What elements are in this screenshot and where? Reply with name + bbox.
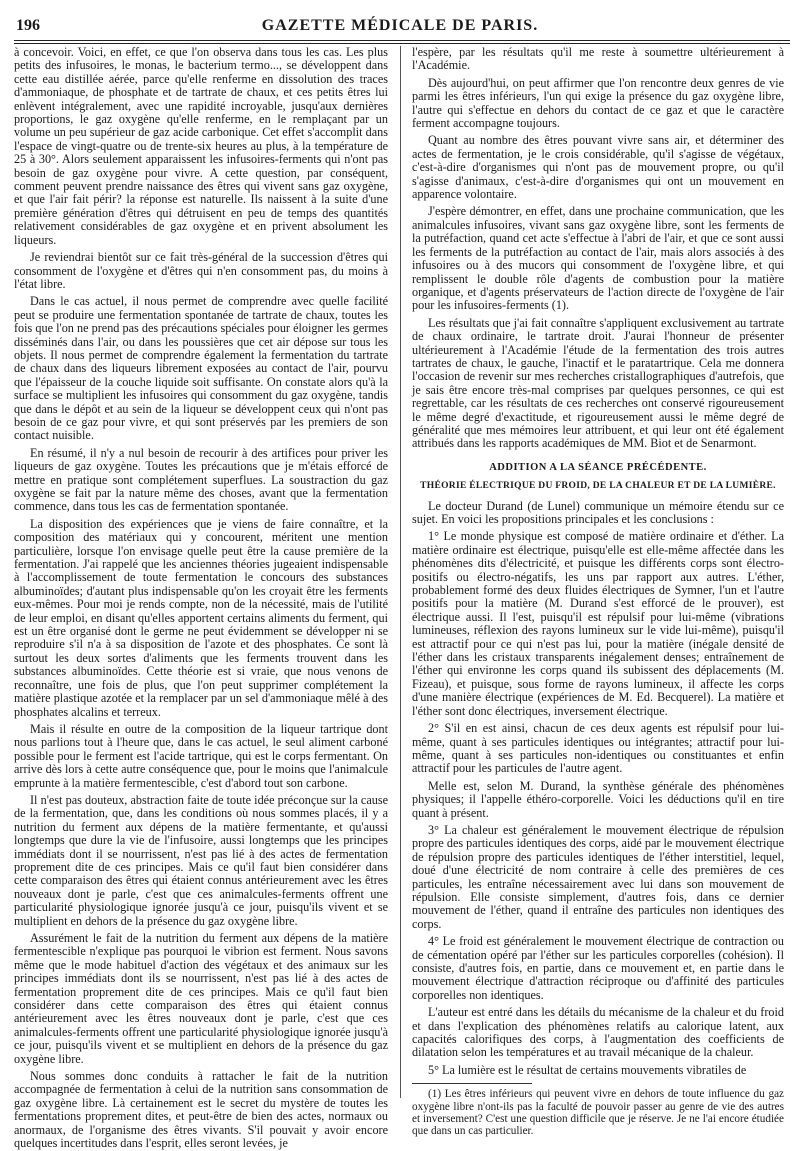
column-divider xyxy=(400,46,401,1098)
footnote xyxy=(412,1088,784,1138)
header-rule xyxy=(14,40,790,44)
right-column xyxy=(412,45,784,1138)
paragraph: Les résultats que j'ai fait connaître s'appliquent exclusivement au tartrate de chaux ordinaire, le tartrate droit. J'aurai l'honneur de présenter ultérieurement à l'Académie l'étude de la fermentation des trois autres tartrates de chaux, le gauche, l'inactif et le paratartrique. Cela me donnera l'occasion de revenir sur mes recherches cristallographiques d'autrefois, que je sais être encore très-mal comprises par quelques personnes, ce qui est regrettable, car les résultats de ces recherches ont conservé rigoureusement le même degré d'exactitude, et rigoureusement aussi le même degré de généralité que mes mémoires leur attribuent, et qui leur ont été également attribués dans les rapports académiques de MM. Biot et de Senarmont. xyxy=(412,315,784,451)
paragraph: l'espère, par les résultats qu'il me reste à soumettre ultérieurement à l'Académie. xyxy=(412,45,784,73)
paragraph: Dès aujourd'hui, on peut affirmer que l'on rencontre deux genres de vie parmi les êtres inférieurs, l'un qui exige la présence du gaz oxygène libre, l'autre qui s'effectue en dehors du contact de ce gaz et que le caractère ferment accompagne toujours. xyxy=(412,75,784,131)
paragraph: 2° S'il en est ainsi, chacun de ces deux agents est répulsif pour lui-même, quant à ses particules identiques ou intégrantes; attractif pour lui-même, quant à ses particules non-identiques ou constituantes et enfin attractif pour les particules de l'autre agent. xyxy=(412,721,784,776)
paragraph: Il n'est pas douteux, abstraction faite de toute idée préconçue sur la cause de la fermentation, que, dans les conditions où nous sommes placés, il y a nutrition du ferment aux dépens de la matière fermentante, et qu'aussi longtemps que dure la vie de l'infusoire, aussi longtemps que les principes immédiats dont il se nourrissent, n'est pas lié à des actes de fermentation proprement dite de ces principes. Mais ce qu'il faut bien considérer dans cette comparaison des êtres qui étaient connus antérieurement avec les êtres nouveaux dont je parle, c'est que ces animalcules-ferments offrent une particularité physiologique ignorée jusqu'à ce jour, puisqu'ils vivent et se multiplient en dehors de la présence du gaz oxygène libre. xyxy=(14,792,388,928)
paragraph: 5° La lumière est le résultat de certains mouvements vibratiles de xyxy=(428,1062,747,1077)
paragraph: Mais il résulte en outre de la composition de la liqueur tartrique dont nous parlions tout à l'heure que, dans le cas actuel, le seul aliment carboné possible pour le ferment est l'acide tartrique, qui est le corps fermentant. On arrive dès lors à cette autre conséquence que, pour le moins que l'animalcule emprunte à la matière fermentescible, c'est d'abord tout son carbone. xyxy=(14,721,388,790)
paragraph: Melle est, selon M. Durand, la synthèse générale des phénomènes physiques; il l'appelle éthéro-corporelle. Voici les déductions qu'il en tire quant à présent. xyxy=(412,778,784,820)
running-title: GAZETTE MÉDICALE DE PARIS. xyxy=(261,17,539,34)
paragraph: Nous sommes donc conduits à rattacher le fait de la nutrition accompagnée de fermentation à celui de la nutrition sans consommation de gaz oxygène libre. Là certainement est le secret du mystère de toutes les fermentations proprement dites, et peut-être de bien des actes, normaux ou anormaux, de l'organisme des êtres vivants. S'il pouvait y avoir encore quelques incertitudes dans l'esprit, elles seront levées, je xyxy=(14,1069,388,1151)
section-title: ADDITION A LA SÉANCE PRÉCÉDENTE. xyxy=(489,461,707,473)
paragraph: En résumé, il n'y a nul besoin de recourir à des artifices pour priver les liqueurs de gaz oxygène. Toutes les précautions que je m'étais efforcé de mettre en pratique sont complétement superflues. La soustraction du gaz oxygène se fait par la nature même des choses, avant que la fermentation commence, dans tous les cas de fermentation spontanée. xyxy=(14,445,388,514)
paragraph: Assurément le fait de la nutrition du ferment aux dépens de la matière fermentescible n'explique pas pourquoi le vibrion est ferment. Nous savons même que le mode habituel d'action des végétaux et des animaux sur les principes immédiats dont ils se nourrissent, n'est pas lié à des actes de fermentation proprement dite de ces principes. Mais ce qu'il faut bien considérer dans cette comparaison des êtres qui étaient connus antérieurement avec les êtres nouveaux dont je parle, c'est que ces animalcules-ferments offrent une particularité physiologique ignorée jusqu'à ce jour, puisqu'ils vivent et se multiplient en dehors de la présence du gaz oxygène libre. xyxy=(14,931,388,1066)
paragraph: J'espère démontrer, en effet, dans une prochaine communication, que les animalcules infusoires, vivant sans gaz oxygène libre, sont les ferments de la putréfaction, quand cet acte s'effectue à l'abri de l'air, et que ce sont aussi les ferments de la putréfaction au contact de l'air, mais alors associés à des infusoires ou à des mucors qui consomment de l'oxygène libre, et qui remplissent le double rôle d'agents de combustion pour la matière organique, et d'agents préservateurs de l'action directe de l'oxygène de l'air pour les infusoires-ferments (1). xyxy=(412,204,784,313)
paragraph: Je reviendrai bientôt sur ce fait très-général de la succession d'êtres qui consomment de l'oxygène et d'êtres qui n'en consomment pas, du moins à l'état libre. xyxy=(14,250,388,291)
paragraph: 1° Le monde physique est composé de matière ordinaire et d'éther. La matière ordinaire est électrique, puisqu'elle est elle-même affectée dans les phénomènes dits d'électricité, et puisque les différents corps sont électro-positifs ou électro-négatifs, les uns par rapport aux autres. L'éther, probablement formé des deux fluides électriques de Symner, l'un et l'autre positifs pour la matière (M. Durand s'est efforcé de le prouver), est électrique aussi. Il l'est, puisqu'il est répulsif pour lui-même (vibrations lumineuses, réflexion des rayons lumineux sur le vide lui-même), puisqu'il est attractif pour ce qui n'est pas lui, pour la matière (inégale densité de l'éther dans les cristaux transparents inégalement denses; entraînement de l'éther qui environne les corps quand ils subissent des déplacements (M. Fizeau), et puisque, sous forme de rayons lumineux, il affecte les corps d'une manière électrique (expériences de M. Ed. Becquerel). La matière et l'éther sont donc électriques, inversement électrique. xyxy=(412,529,784,718)
paragraph: Quant au nombre des êtres pouvant vivre sans air, et déterminer des actes de fermentation, je le crois considérable, qu'il s'agisse de végétaux, c'est-à-dire d'organismes qui n'ont pas de mouvement propre, ou qu'il s'agisse d'animaux, c'est-à-dire d'organismes qui ont un mouvement en apparence volontaire. xyxy=(412,133,784,202)
page-number: 196 xyxy=(16,17,40,34)
paragraph: à concevoir. Voici, en effet, ce que l'on observa dans tous les cas. Les plus petits des infusoires, le monas, le bacterium termo..., se développent dans cette eau distillée aérée, parce qu'elle renferme en dissolution des traces d'ammoniaque, de phosphate et de tartrate de chaux, et ces petits êtres lui enlèvent intégralement, avec une rapidité incroyable, jusqu'aux dernières proportions, le gaz oxygène qu'elle renferme, en le remplaçant par un volume un peu supérieur de gaz acide carbonique. Cet effet s'accomplit dans l'espace de vingt-quatre ou de trente-six heures au plus, à la température de 25 à 30°. Alors seulement apparaissent les infusoires-ferments qui n'ont pas besoin de gaz oxygène pour vivre. A cette question, par conséquent, comment peuvent prendre naissance des êtres qui vivent sans gaz oxygène, et que l'air fait périr? la réponse est naturelle. Ils naissent à la suite d'une première génération d'êtres qui détruisent en peu de temps des quantités relativement considérables de gaz oxygène et en privent absolument les liqueurs. xyxy=(14,45,388,247)
section-subtitle: THÉORIE ÉLECTRIQUE DU FROID, DE LA CHALEUR ET DE LA LUMIÈRE. xyxy=(420,481,776,492)
footnote-text: (1) Les êtres inférieurs qui peuvent vivre en dehors de toute influence du gaz oxygène libre n'ont-ils pas la faculté de pouvoir passer au genre de vie des autres et inversement? C'est une question difficile que je réserve. Je ne l'ai encore étudiée que dans un cas particulier. xyxy=(412,1088,784,1138)
left-column xyxy=(14,45,388,1151)
paragraph: L'auteur est entré dans les détails du mécanisme de la chaleur et du froid et dans l'explication des phénomènes relatifs au calorique latent, aux capacités calorifiques des corps, à l'augmentation des coefficients de dilatation selon les températures et au travail mécanique de la chaleur. xyxy=(412,1005,784,1060)
paragraph: 4° Le froid est généralement le mouvement électrique de contraction ou de cémentation opéré par l'éther sur les particules corporelles (cohésion). Il consiste, d'autres fois, en partie, dans ce mouvement et, en partie dans le mouvement électrique d'attraction réciproque ou d'affinité des particules corporelles non identiques. xyxy=(412,934,784,1002)
paragraph: 3° La chaleur est généralement le mouvement électrique de répulsion propre des particules identiques des corps, aidé par le mouvement électrique de répulsion propre des particules identiques de l'éther interstitiel, lequel, doué d'une électricité de nom contraire à celle des premières de ces particules, les entraîne nécessairement avec lui dans son mouvement de répulsion. Elle consiste simplement, d'autres fois, dans ce dernier mouvement de l'éther, quand il entraîne des particules non identiques des corps. xyxy=(412,822,784,931)
paragraph: Dans le cas actuel, il nous permet de comprendre avec quelle facilité peut se produire une fermentation spontanée de tartrate de chaux, toutes les fois que l'on ne prend pas des précautions spéciales pour éloigner les germes disséminés dans l'air, ou dans les poussières que cet air dépose sur tous les objets. Il nous permet de comprendre également la fermentation du tartrate de chaux dans des liqueurs librement exposées au contact de l'air, pourvu que l'épaisseur de la couche liquide soit suffisante. On constate alors qu'à la surface se multiplient les infusoires qui consomment du gaz oxygène, tandis que dans le dépôt et au sein de la liqueur se développent ceux qui n'ont pas besoin de ce gaz pour vivre, et qui sont préservés par les premiers de son contact nuisible. xyxy=(14,294,388,443)
footnote-rule xyxy=(412,1083,532,1084)
paragraph: Le docteur Durand (de Lunel) communique un mémoire étendu sur ce sujet. En voici les propositions principales et les conclusions : xyxy=(412,498,784,526)
paragraph: La disposition des expériences que je viens de faire connaître, et la composition des matériaux qui y concourent, méritent une mention particulière, lorsque l'on envisage quelle peut être la cause première de la fermentation. J'ai rappelé que les anciennes théories jugeaient indispensable à l'accomplissement de toute fermentation le concours des substances albuminoïdes; d'autant plus indispensable qu'on les croyait être les ferments eux-mêmes. Pour moi je rends compte, non de la nécessité, mais de l'utilité de leur emploi, en disant qu'elles apportent certains aliments du ferment, qui est un être organisé dont le germe ne peut évidemment se développer ni se reproduire s'il n'a à sa disposition de l'azote et des phosphates. Ce sont là surtout les deux sortes d'aliments que les ferments trouvent dans les substances albuminoïdes. Cette théorie est si vraie, que nous venons de reconnaître, une fois de plus, que l'on peut supprimer complétement la matière plastique azotée et la remplacer par un sel d'ammoniaque mêlé à des phosphates alcalins et terreux. xyxy=(14,516,388,719)
